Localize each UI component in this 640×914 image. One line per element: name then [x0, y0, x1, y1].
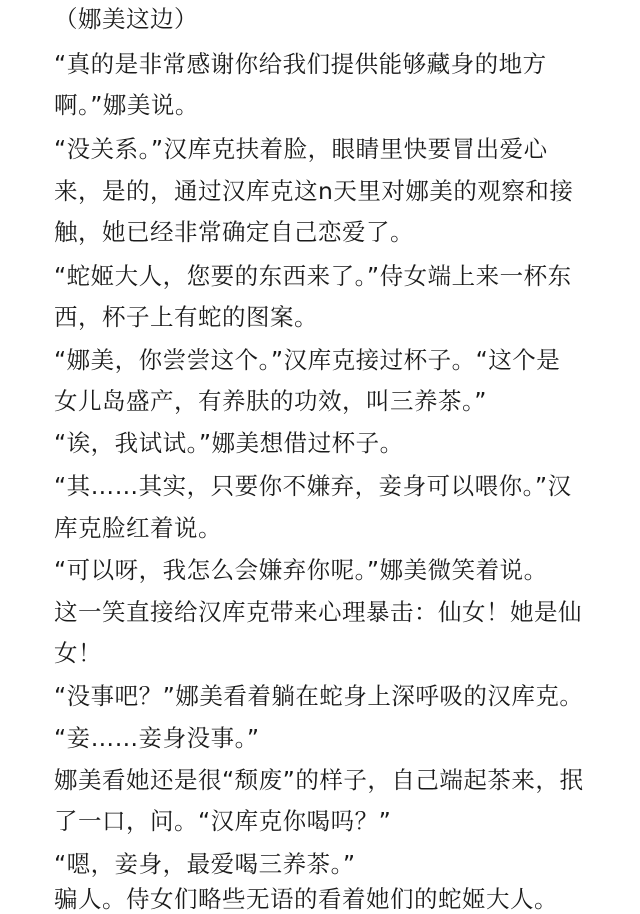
text-line: 骗人。侍女们略些无语的看着她们的蛇姬大人。	[54, 885, 558, 913]
text-line: “真的是非常感谢你给我们提供能够藏身的地方	[54, 50, 547, 78]
text-line: 了一口，问。“汉库克你喝吗？”	[54, 807, 392, 835]
text-line: 这一笑直接给汉库克带来心理暴击：仙女！她是仙	[54, 598, 582, 626]
text-line: “可以呀，我怎么会嫌弃你呢。”娜美微笑着说。	[54, 556, 548, 584]
text-line: （娜美这边）	[54, 5, 198, 33]
text-line: “妾……妾身没事。”	[54, 724, 260, 752]
text-line: 触，她已经非常确定自己恋爱了。	[54, 218, 414, 246]
text-line: 啊。”娜美说。	[54, 91, 199, 119]
text-line: “没关系。”汉库克扶着脸，眼睛里快要冒出爱心	[54, 135, 548, 163]
text-line: 女儿岛盛产，有养肤的功效，叫三养茶。”	[54, 387, 487, 415]
text-line: “没事吧？”娜美看着躺在蛇身上深呼吸的汉库克。	[54, 682, 584, 710]
text-line: “其……其实，只要你不嫌弃，妾身可以喂你。”汉	[54, 472, 572, 500]
text-line: 女！	[54, 639, 102, 667]
text-line: 来，是的，通过汉库克这n天里对娜美的观察和接	[54, 177, 574, 205]
text-line: “嗯，妾身，最爱喝三养茶。”	[54, 850, 356, 878]
text-line: “蛇姬大人，您要的东西来了。”侍女端上来一杯东	[54, 262, 572, 290]
text-line: “娜美，你尝尝这个。”汉库克接过杯子。“这个是	[54, 346, 561, 374]
text-line: “诶，我试试。”娜美想借过杯子。	[54, 429, 404, 457]
text-line: 娜美看她还是很“颓废”的样子，自己端起茶来，抿	[54, 766, 584, 794]
text-line: 库克脸红着说。	[54, 514, 222, 542]
text-line: 西，杯子上有蛇的图案。	[54, 303, 318, 331]
